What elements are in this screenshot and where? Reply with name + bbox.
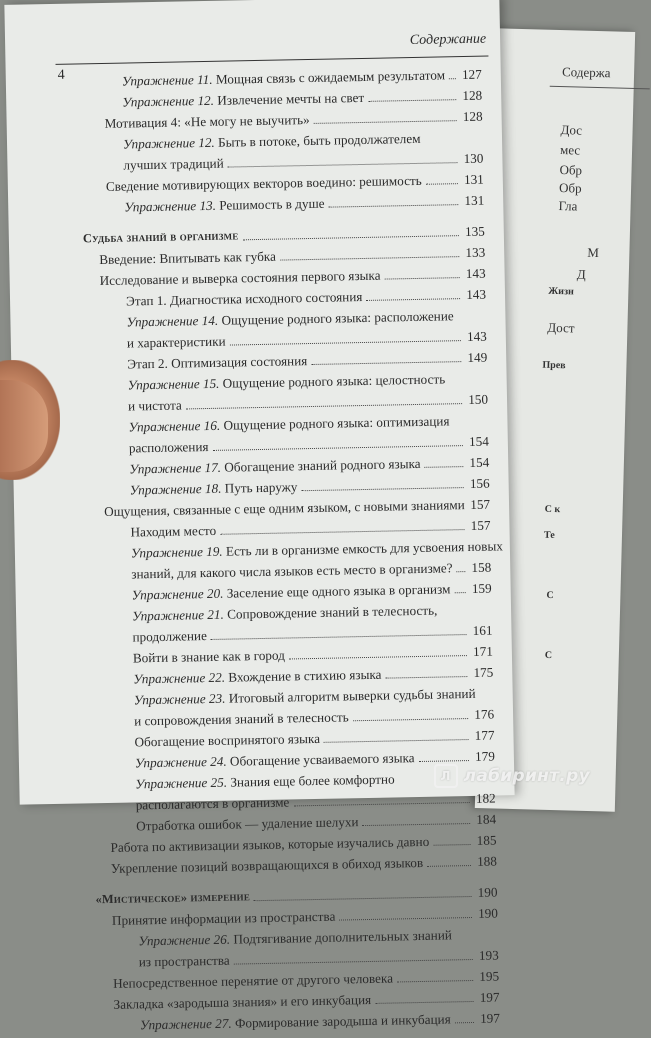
toc-page-number: 177 xyxy=(474,725,494,746)
leader-dots xyxy=(221,529,465,535)
toc-entry-label: из пространства xyxy=(139,950,230,973)
exercise-title: Ощущение родного языка: расположение xyxy=(218,308,454,328)
leader-dots xyxy=(376,1001,474,1004)
facing-page-rule xyxy=(550,86,650,90)
leader-dots xyxy=(314,120,457,124)
exercise-title: Извлечение мечты на свет xyxy=(214,90,364,108)
watermark xyxy=(434,764,590,788)
leader-dots xyxy=(280,256,459,260)
toc-page-number: 175 xyxy=(473,662,493,683)
leader-dots xyxy=(426,183,458,185)
exercise-label: Упражнение 25. xyxy=(135,775,227,792)
leader-dots xyxy=(434,844,471,846)
toc-page-number: 197 xyxy=(480,987,500,1008)
toc-entry-label: и характеристики xyxy=(127,331,226,354)
leader-dots xyxy=(234,959,473,965)
toc-page-number: 149 xyxy=(467,347,487,368)
toc-page-number: 197 xyxy=(480,1008,500,1029)
exercise-label: Упражнение 15. xyxy=(128,376,220,393)
toc-page-number: 133 xyxy=(465,242,485,263)
leader-dots xyxy=(455,592,466,593)
facing-page-fragment: Жизн xyxy=(548,286,574,298)
exercise-title: Ощущение родного языка: целостность xyxy=(219,371,445,390)
toc-page-number: 128 xyxy=(462,85,482,106)
exercise-title: Знания еще более комфортно xyxy=(227,771,395,789)
toc-page-number: 195 xyxy=(479,966,499,987)
leader-dots xyxy=(424,466,463,468)
toc-entry-label: Непосредственное перенятие от другого человека xyxy=(113,968,393,994)
toc-page-number: 193 xyxy=(479,945,499,966)
header-rule xyxy=(56,56,489,65)
toc-page-number: 171 xyxy=(473,641,493,662)
exercise-title: Вхождение в стихию языка xyxy=(225,667,382,685)
exercise-title: Путь наружу xyxy=(221,479,297,495)
facing-page-fragment: С xyxy=(545,650,553,661)
leader-dots xyxy=(385,277,460,279)
leader-dots xyxy=(385,676,467,679)
exercise-title: Формирование зародыша и инкубация xyxy=(232,1011,451,1030)
leader-dots xyxy=(294,802,470,806)
toc-entry-label: Ощущения, связанные с еще одним языком, с новыми знаниями xyxy=(104,494,465,522)
exercise-label: Упражнение 27. xyxy=(140,1016,232,1033)
facing-page-fragment: Обр xyxy=(559,180,582,197)
exercise-label: Упражнение 12. xyxy=(122,93,214,110)
toc-page-number: 157 xyxy=(470,515,490,536)
toc-page-number: 150 xyxy=(468,389,488,410)
toc-page-number: 157 xyxy=(470,494,490,515)
exercise-title: Решимость в душе xyxy=(216,196,325,213)
exercise-title: Сопровождение знаний в телесность, xyxy=(224,603,438,622)
leader-dots xyxy=(419,760,469,762)
leader-dots xyxy=(228,162,458,167)
toc-page-number: 128 xyxy=(463,106,483,127)
leader-dots xyxy=(230,340,461,345)
toc-page-number: 185 xyxy=(477,830,497,851)
leader-dots xyxy=(366,298,460,301)
toc-page-number: 130 xyxy=(463,148,483,169)
toc-entry-label: «Мистическое» измерение xyxy=(95,886,250,910)
toc-entry-label: лучших традиций xyxy=(123,153,224,176)
toc-page-number: 182 xyxy=(476,788,496,809)
toc-page-number: 179 xyxy=(475,746,495,767)
toc-entry-label: расположения xyxy=(129,436,209,459)
toc-entry-label: Обогащение воспринятого языка xyxy=(134,728,320,753)
leader-dots xyxy=(211,634,467,640)
exercise-label: Упражнение 19. xyxy=(131,544,223,561)
toc-entry-label: продолжение xyxy=(132,625,207,647)
exercise-title: Ощущение родного языка: оптимизация xyxy=(220,413,450,432)
exercise-title: Заселение еще одного языка в организм xyxy=(223,581,450,600)
leader-dots xyxy=(397,980,473,982)
toc-page-number: 184 xyxy=(476,809,496,830)
toc-page-number: 190 xyxy=(478,882,498,903)
facing-page-fragment: М xyxy=(587,245,599,261)
toc-entry-label: Мотивация 4: «Не могу не выучить» xyxy=(104,109,309,134)
running-head: Содержание xyxy=(410,32,487,49)
exercise-label: Упражнение 23. xyxy=(134,691,226,708)
toc-page-number: 135 xyxy=(465,221,485,242)
facing-page-fragment: Д xyxy=(577,267,586,283)
page-number: 4 xyxy=(58,68,65,84)
exercise-label: Упражнение 22. xyxy=(133,670,225,687)
exercise-label: Упражнение 26. xyxy=(138,932,230,949)
exercise-title: Подтягивание дополнительных знаний xyxy=(230,927,452,946)
facing-page-fragment: мес xyxy=(560,142,581,159)
facing-page-header: Содержа xyxy=(562,64,611,81)
exercise-title: Быть в потоке, быть продолжателем xyxy=(215,131,421,150)
exercise-label: Упражнение 17. xyxy=(129,460,221,477)
exercise-title: Итоговый алгоритм выверки судьбы знаний xyxy=(225,686,475,706)
toc-page-number: 190 xyxy=(478,903,498,924)
toc-page-number: 159 xyxy=(472,578,492,599)
toc-entry-label: знаний, для какого числа языков есть место в организме? xyxy=(131,557,453,584)
leader-dots xyxy=(311,361,461,365)
watermark-text: лабиринт.ру xyxy=(464,766,590,786)
exercise-title: Обогащение усваиваемого языка xyxy=(227,750,415,769)
facing-page-fragment: С к xyxy=(545,504,561,515)
toc-page-number: 143 xyxy=(467,326,487,347)
leader-dots xyxy=(353,718,468,721)
leader-dots xyxy=(339,917,472,921)
leader-dots xyxy=(289,655,467,659)
toc-entry-label: Этап 2. Оптимизация состояния xyxy=(127,350,307,374)
exercise-label: Упражнение 20. xyxy=(132,586,224,603)
exercise-label: Упражнение 14. xyxy=(126,313,218,330)
exercise-title: Обогащение знаний родного языка xyxy=(221,456,421,475)
toc-page-number: 131 xyxy=(464,190,484,211)
exercise-label: Упражнение 18. xyxy=(130,481,222,498)
toc-page-number: 127 xyxy=(462,64,482,85)
toc-page-number: 143 xyxy=(466,284,486,305)
page-header xyxy=(5,35,500,45)
toc-page-number: 154 xyxy=(469,431,489,452)
toc-entry-label: Этап 1. Диагностика исходного состояния xyxy=(126,286,363,312)
toc-entry-label: Сведение мотивирующих векторов воедино: решимость xyxy=(106,170,422,197)
watermark-logo-icon: Л xyxy=(434,764,458,788)
exercise-label: Упражнение 21. xyxy=(132,607,224,624)
exercise-title: Мощная связь с ожидаемым результатом xyxy=(212,67,445,86)
toc-page-number: 188 xyxy=(477,851,497,872)
toc-page-number: 154 xyxy=(469,452,489,473)
facing-page-fragment: Прев xyxy=(542,360,565,372)
toc-entry-label: Введение: Впитывать как губка xyxy=(99,246,276,270)
toc-entry-label: Отработка ошибок — удаление шелухи xyxy=(136,811,359,836)
leader-dots xyxy=(302,487,464,491)
toc-entry-label: Работа по активизации языков, которые изучались давно xyxy=(110,831,429,858)
leader-dots xyxy=(455,1022,474,1023)
toc-entry-label: Судьба знаний в организме xyxy=(83,225,239,249)
toc-page-number: 158 xyxy=(471,557,491,578)
leader-dots xyxy=(243,235,459,240)
facing-page-fragment: Дос xyxy=(560,122,582,139)
facing-page-fragment: Те xyxy=(544,530,555,541)
exercise-title: Есть ли в организме емкость для усвоения новых xyxy=(222,538,503,558)
toc-page-number: 176 xyxy=(474,704,494,725)
toc-page-number: 156 xyxy=(470,473,490,494)
leader-dots xyxy=(213,445,463,451)
book-page xyxy=(4,0,514,805)
leader-dots xyxy=(324,739,469,743)
facing-page-fragment: С xyxy=(546,590,554,601)
toc-page-number: 131 xyxy=(464,169,484,190)
exercise-label: Упражнение 12. xyxy=(123,135,215,152)
toc-entry-label: располагаются в организме xyxy=(136,792,290,816)
exercise-label: Упражнение 13. xyxy=(124,198,216,215)
toc-page-number: 143 xyxy=(466,263,486,284)
facing-page-fragment: Гла xyxy=(558,198,577,214)
leader-dots xyxy=(362,823,470,826)
leader-dots xyxy=(328,204,458,207)
leader-dots xyxy=(449,78,456,79)
toc-entry-label: Войти в знание как в город xyxy=(133,645,285,669)
table-of-contents xyxy=(66,64,500,1037)
toc-entry-label: Исследование и выверка состояния первого языка xyxy=(99,265,380,291)
toc-entry-label: Закладка «зародыша знания» и его инкубация xyxy=(113,989,371,1015)
toc-entry-label: и сопровождения знаний в телесность xyxy=(134,706,349,731)
toc-entry-label: и чистота xyxy=(128,394,182,416)
facing-page-fragment: Обр xyxy=(559,162,582,179)
toc-entry-label: Принятие информации из пространства xyxy=(112,906,336,931)
leader-dots xyxy=(456,571,465,572)
toc-entry-label: Укрепление позиций возвращающихся в обиход языков xyxy=(111,852,424,879)
leader-dots xyxy=(368,99,456,102)
toc-entry-label: Находим место xyxy=(130,520,216,543)
toc-page-number: 161 xyxy=(472,620,492,641)
exercise-label: Упражнение 11. xyxy=(122,72,213,89)
leader-dots xyxy=(254,896,472,901)
leader-dots xyxy=(186,403,462,409)
leader-dots xyxy=(427,865,471,867)
exercise-label: Упражнение 16. xyxy=(128,418,220,435)
facing-page-fragment: Дост xyxy=(547,320,575,337)
exercise-label: Упражнение 24. xyxy=(135,754,227,771)
